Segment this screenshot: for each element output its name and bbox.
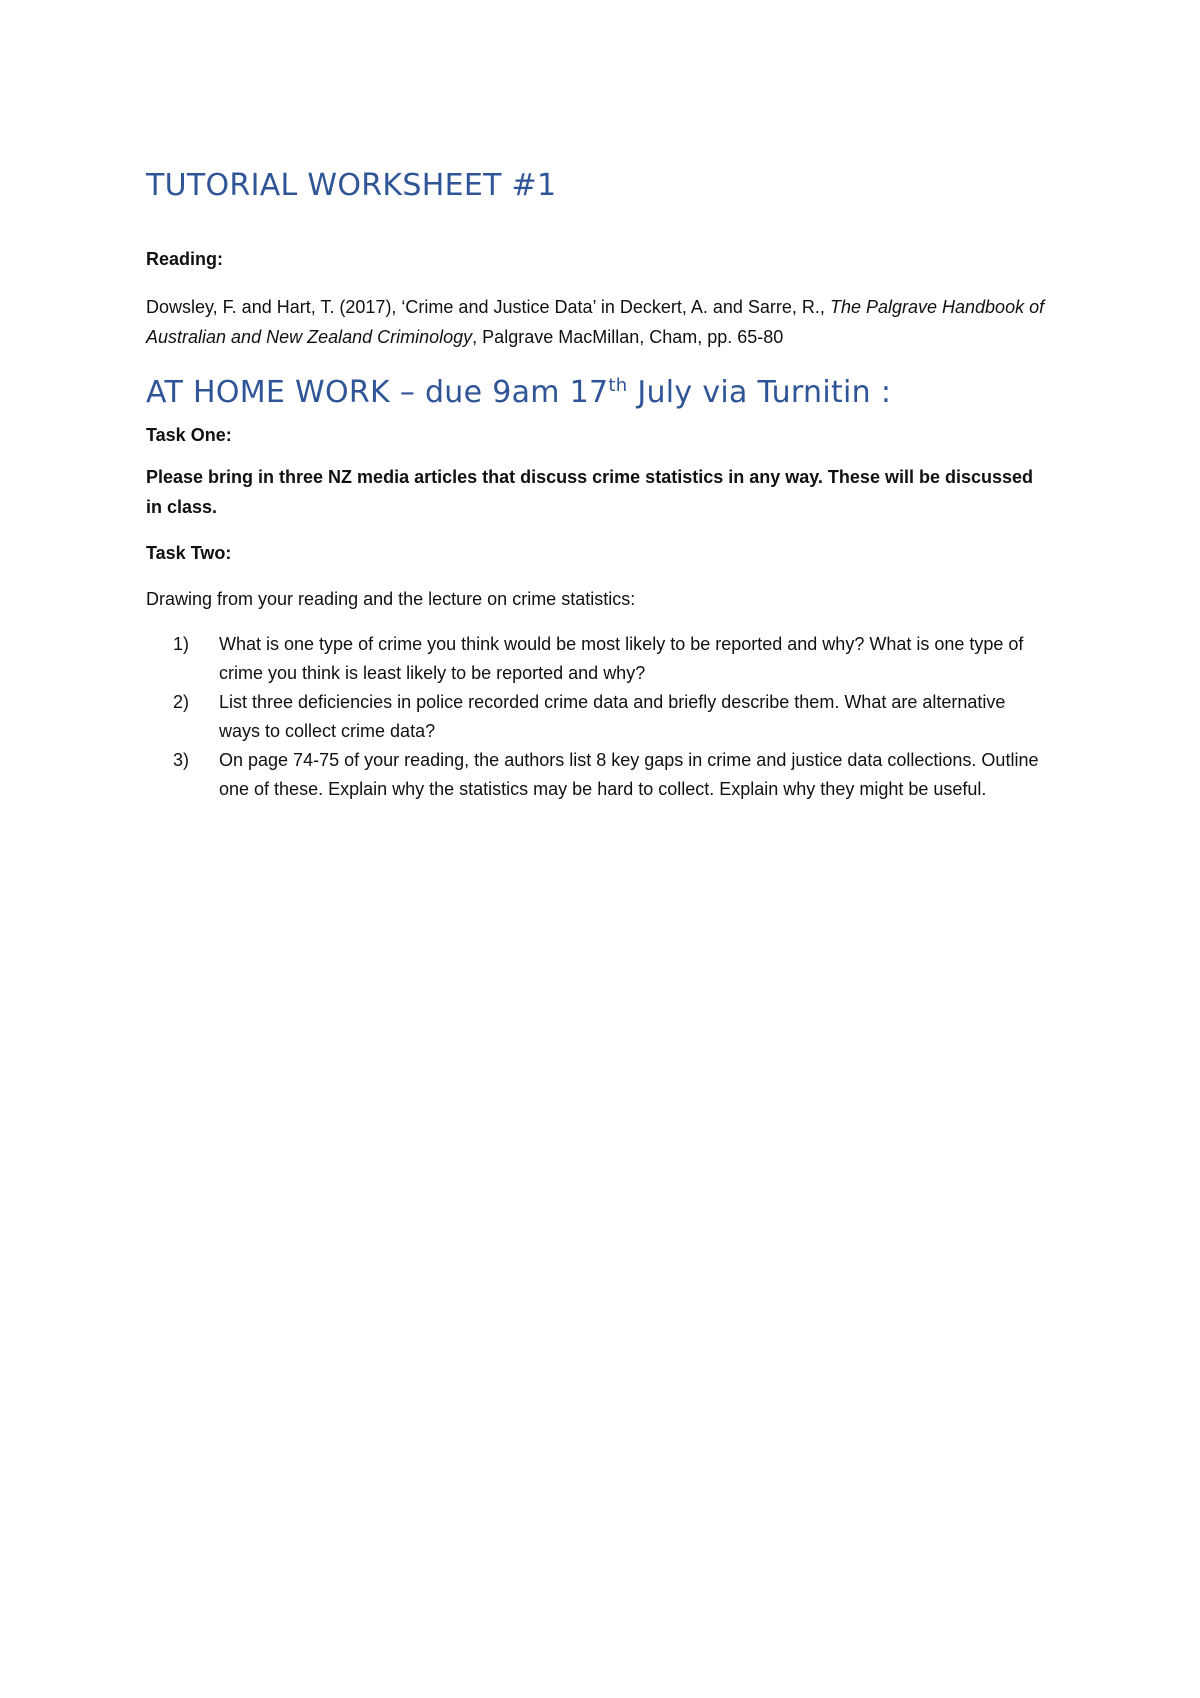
question-item <box>146 630 1046 688</box>
reading-label: Reading: <box>146 249 224 269</box>
homework-heading-ordinal: th <box>608 375 628 396</box>
task-two-label: Task Two: <box>146 543 232 563</box>
document-content <box>146 166 1046 804</box>
task-one-text: Please bring in three NZ media articles that discuss crime statistics in any way. These will be discussed in class. <box>146 467 1034 517</box>
question-number: 3) <box>173 750 190 770</box>
question-number: 2) <box>173 692 190 712</box>
citation-publisher: , Palgrave MacMillan, Cham, pp. 65-80 <box>472 327 784 347</box>
question-item <box>146 688 1046 746</box>
worksheet-title: TUTORIAL WORKSHEET #1 <box>146 168 557 203</box>
question-text: What is one type of crime you think would be most likely to be reported and why? What is one type of crime you think is least likely to be reported and why? <box>219 634 1024 683</box>
task-two-intro: Drawing from your reading and the lecture on crime statistics: <box>146 589 636 609</box>
citation-authors: Dowsley, F. and Hart, T. (2017), ‘Crime and Justice Data’ in Deckert, A. and Sarre, R., <box>146 297 830 317</box>
question-item <box>146 746 1046 804</box>
homework-heading <box>146 370 1046 416</box>
question-text: List three deficiencies in police recorded crime data and briefly describe them. What are alternative ways to collect crime data? <box>219 692 1006 741</box>
question-number: 1) <box>173 634 190 654</box>
question-text: On page 74-75 of your reading, the authors list 8 key gaps in crime and justice data collections. Outline one of these. Explain why the statistics may be hard to collect. Explain why they might be useful. <box>219 750 1039 799</box>
reading-citation <box>146 292 1046 352</box>
homework-heading-main: AT HOME WORK – due 9am 17 <box>146 375 609 410</box>
question-list <box>146 630 1046 804</box>
citation-book-title: The Palgrave Handbook of Australian and New Zealand Criminology <box>146 297 1045 347</box>
task-one-label: Task One: <box>146 425 232 445</box>
homework-heading-end: July via Turnitin : <box>627 375 892 410</box>
